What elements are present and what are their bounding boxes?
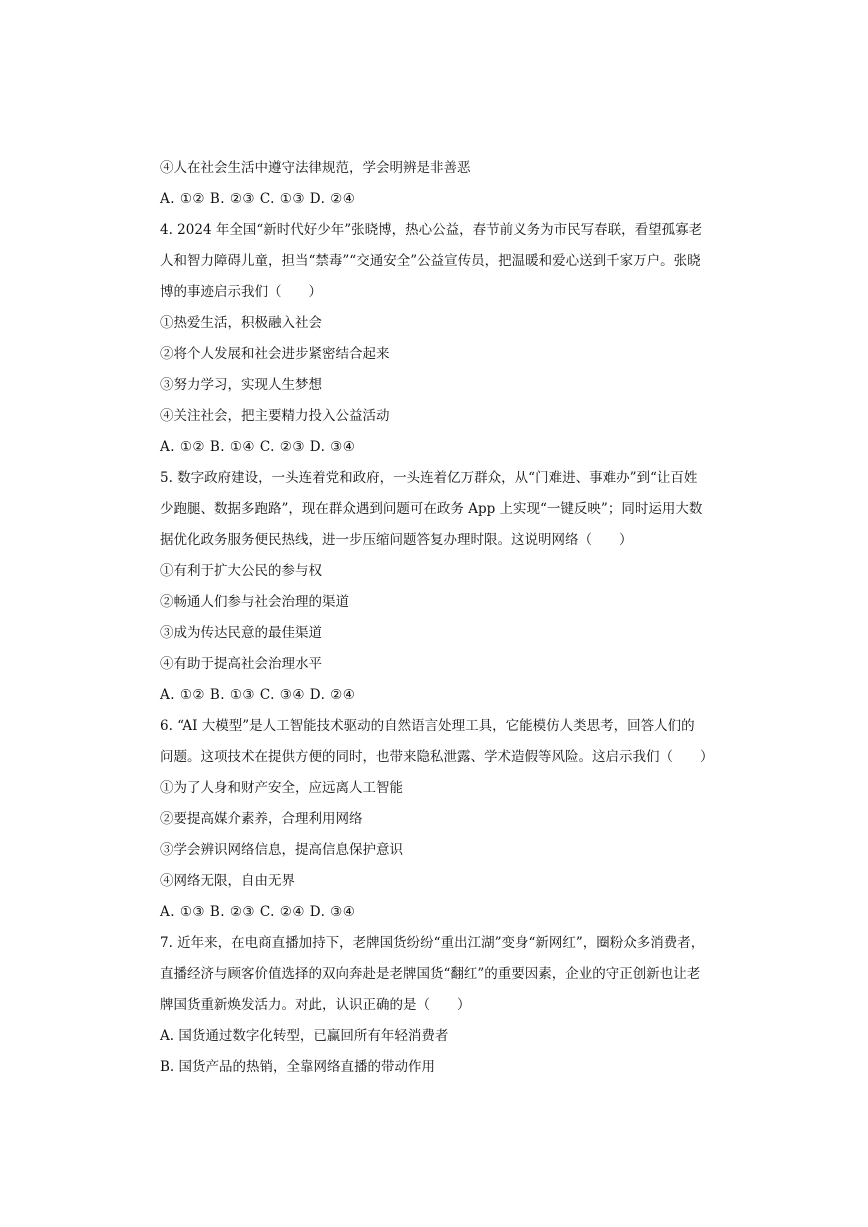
question-7-line-3: 牌国货重新焕发活力。对此，认识正确的是（ ）: [160, 997, 471, 1013]
answer-choices-q3: A. ①② B. ②③ C. ①③ D. ②④: [160, 191, 356, 207]
question-4-line-1: 4. 2024 年全国“新时代好少年”张晓博，热心公益，春节前义务为市民写春联，看望孤寡老: [160, 222, 703, 238]
option-statement-4: ④人在社会生活中遵守法律规范，学会明辨是非善恶: [160, 160, 471, 176]
q4-statement-3: ③努力学习，实现人生梦想: [160, 377, 322, 393]
answer-choices-q6: A. ①③ B. ②③ C. ②④ D. ③④: [160, 904, 356, 920]
answer-choices-q4: A. ①② B. ①④ C. ②③ D. ③④: [160, 439, 356, 455]
q4-statement-2: ②将个人发展和社会进步紧密结合起来: [160, 346, 390, 362]
q6-statement-4: ④网络无限，自由无界: [160, 873, 295, 889]
question-4-line-2: 人和智力障碍儿童，担当“禁毒”“交通安全”公益宣传员，把温暖和爱心送到千家万户。张晓: [160, 253, 701, 269]
question-7-line-1: 7. 近年来，在电商直播加持下，老牌国货纷纷“重出江湖”变身“新网红”，圈粉众多消费者，: [160, 935, 705, 951]
question-5-line-1: 5. 数字政府建设，一头连着党和政府，一头连着亿万群众，从“门难进、事难办”到“让百姓: [160, 470, 698, 486]
question-6-line-2: 问题。这项技术在提供方便的同时，也带来隐私泄露、学术造假等风险。这启示我们（ ）: [160, 749, 714, 765]
question-6-line-1: 6. “AI 大模型”是人工智能技术驱动的自然语言处理工具，它能模仿人类思考，回答人们的: [160, 718, 695, 734]
question-5-line-2: 少跑腿、数据多跑路”，现在群众遇到问题可在政务 App 上实现“一键反映”；同时运用大数: [160, 501, 703, 517]
question-7-line-2: 直播经济与顾客价值选择的双向奔赴是老牌国货“翻红”的重要因素，企业的守正创新也让老: [160, 966, 701, 982]
question-4-line-3: 博的事迹启示我们（ ）: [160, 284, 322, 300]
q7-option-a: A. 国货通过数字化转型，已赢回所有年轻消费者: [160, 1028, 449, 1044]
q6-statement-3: ③学会辨识网络信息，提高信息保护意识: [160, 842, 403, 858]
q6-statement-1: ①为了人身和财产安全，应远离人工智能: [160, 780, 403, 796]
q5-statement-3: ③成为传达民意的最佳渠道: [160, 625, 322, 641]
q5-statement-1: ①有利于扩大公民的参与权: [160, 563, 322, 579]
answer-choices-q5: A. ①② B. ①③ C. ③④ D. ②④: [160, 687, 356, 703]
q4-statement-1: ①热爱生活，积极融入社会: [160, 315, 322, 331]
question-5-line-3: 据优化政务服务便民热线，进一步压缩问题答复办理时限。这说明网络（ ）: [160, 532, 633, 548]
q4-statement-4: ④关注社会，把主要精力投入公益活动: [160, 408, 390, 424]
q6-statement-2: ②要提高媒介素养，合理利用网络: [160, 811, 363, 827]
exam-content: [160, 156, 712, 1086]
q5-statement-4: ④有助于提高社会治理水平: [160, 656, 322, 672]
q5-statement-2: ②畅通人们参与社会治理的渠道: [160, 594, 349, 610]
q7-option-b: B. 国货产品的热销，全靠网络直播的带动作用: [160, 1059, 436, 1075]
